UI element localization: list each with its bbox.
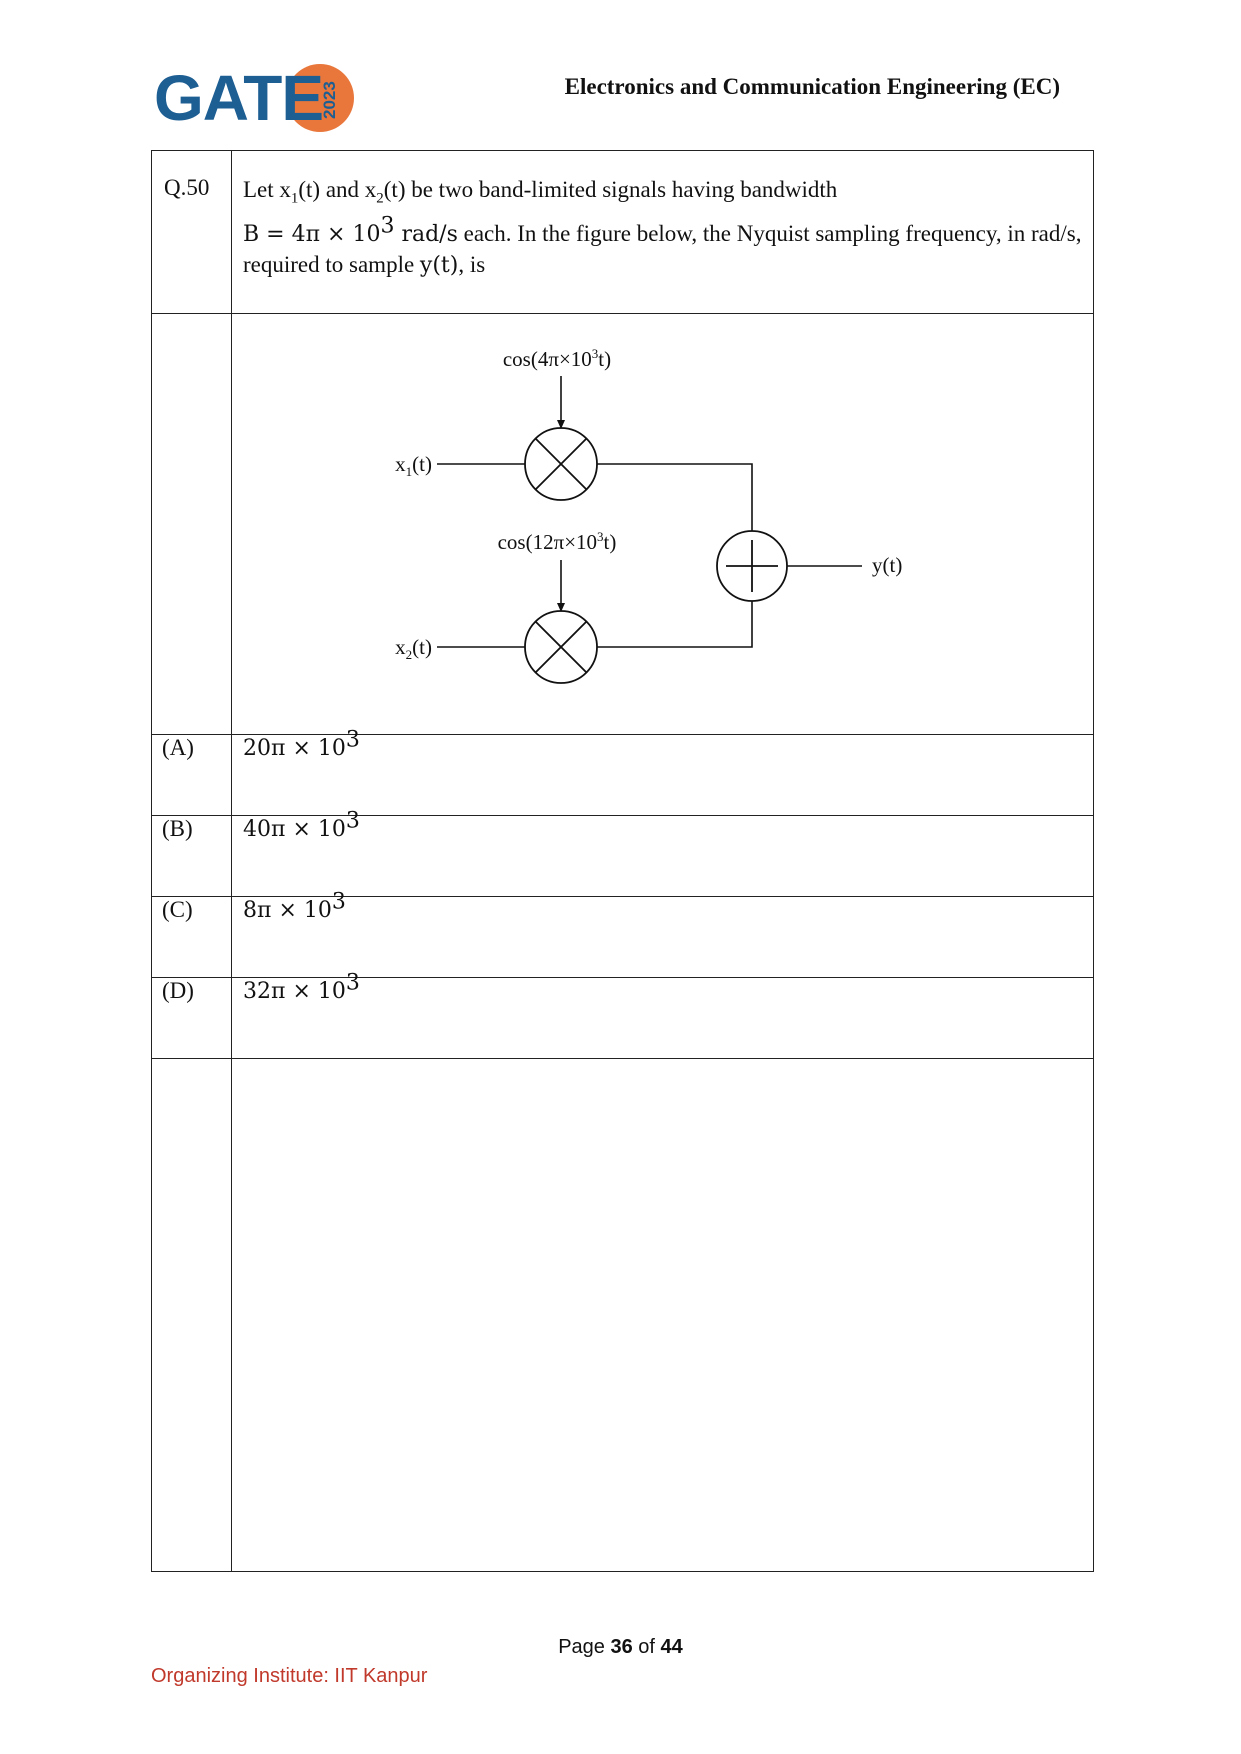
top-path-line: [597, 464, 752, 531]
bottom-carrier-label: $\cos(12\pi\times 10^3t)$: [497, 529, 617, 554]
question-row: [152, 151, 1094, 314]
option-row-d: [152, 978, 1094, 1059]
bottom-path-line: [597, 601, 752, 647]
output-label: y(t): [872, 553, 903, 577]
question-number: Q.50: [152, 151, 232, 314]
block-diagram: [232, 314, 1092, 733]
subject-title: Electronics and Communication Engineering (EC): [564, 74, 1060, 99]
input-x1-label: $x_1(t)$: [395, 452, 432, 479]
option-text-b: $40\pi \times 10^3$: [232, 816, 1094, 897]
blank-body-cell: [232, 1059, 1094, 1572]
option-row-c: [152, 897, 1094, 978]
option-label-d: (D): [152, 978, 232, 1059]
figure-row: [152, 314, 1094, 735]
logo-text: GATE: [154, 62, 324, 134]
option-label-a: (A): [152, 735, 232, 816]
option-text-a: $20\pi \times 10^3$: [232, 735, 1094, 816]
option-text-c: $8\pi \times 10^3$: [232, 897, 1094, 978]
blank-row: [152, 1059, 1094, 1572]
option-row-b: [152, 816, 1094, 897]
organizing-institute: Organizing Institute: IIT Kanpur: [151, 1665, 428, 1687]
bottom-multiplier-icon: [525, 611, 597, 683]
question-line-1: Let $x_1(t)$ and $x_2(t)$ be two band-limited signals having bandwidth: [243, 177, 838, 207]
logo-year: 2023: [320, 81, 339, 119]
option-row-a: [152, 735, 1094, 816]
input-x2-label: $x_2(t)$: [395, 635, 432, 662]
figure-number-cell: [152, 314, 232, 735]
page-number: Page 36 of 44: [558, 1636, 683, 1658]
option-label-b: (B): [152, 816, 232, 897]
figure-cell: [232, 314, 1094, 735]
top-multiplier-icon: [525, 428, 597, 500]
question-text: [232, 151, 1094, 314]
blank-number-cell: [152, 1059, 232, 1572]
question-line-2: $B = 4\pi \times 10^3$ rad/s each. In the figure below, the Nyquist sampling frequency, in rad/s, required to sample y(t), is: [243, 213, 1082, 278]
option-text-d: $32\pi \times 10^3$: [232, 978, 1094, 1059]
question-table: [151, 150, 1094, 1572]
top-carrier-label: $\cos(4\pi\times 10^3t)$: [502, 346, 612, 371]
gate-logo: [154, 58, 364, 138]
bandwidth-expression: B = 4π × 10: [243, 222, 381, 247]
option-label-c: (C): [152, 897, 232, 978]
adder-icon: [717, 531, 787, 601]
